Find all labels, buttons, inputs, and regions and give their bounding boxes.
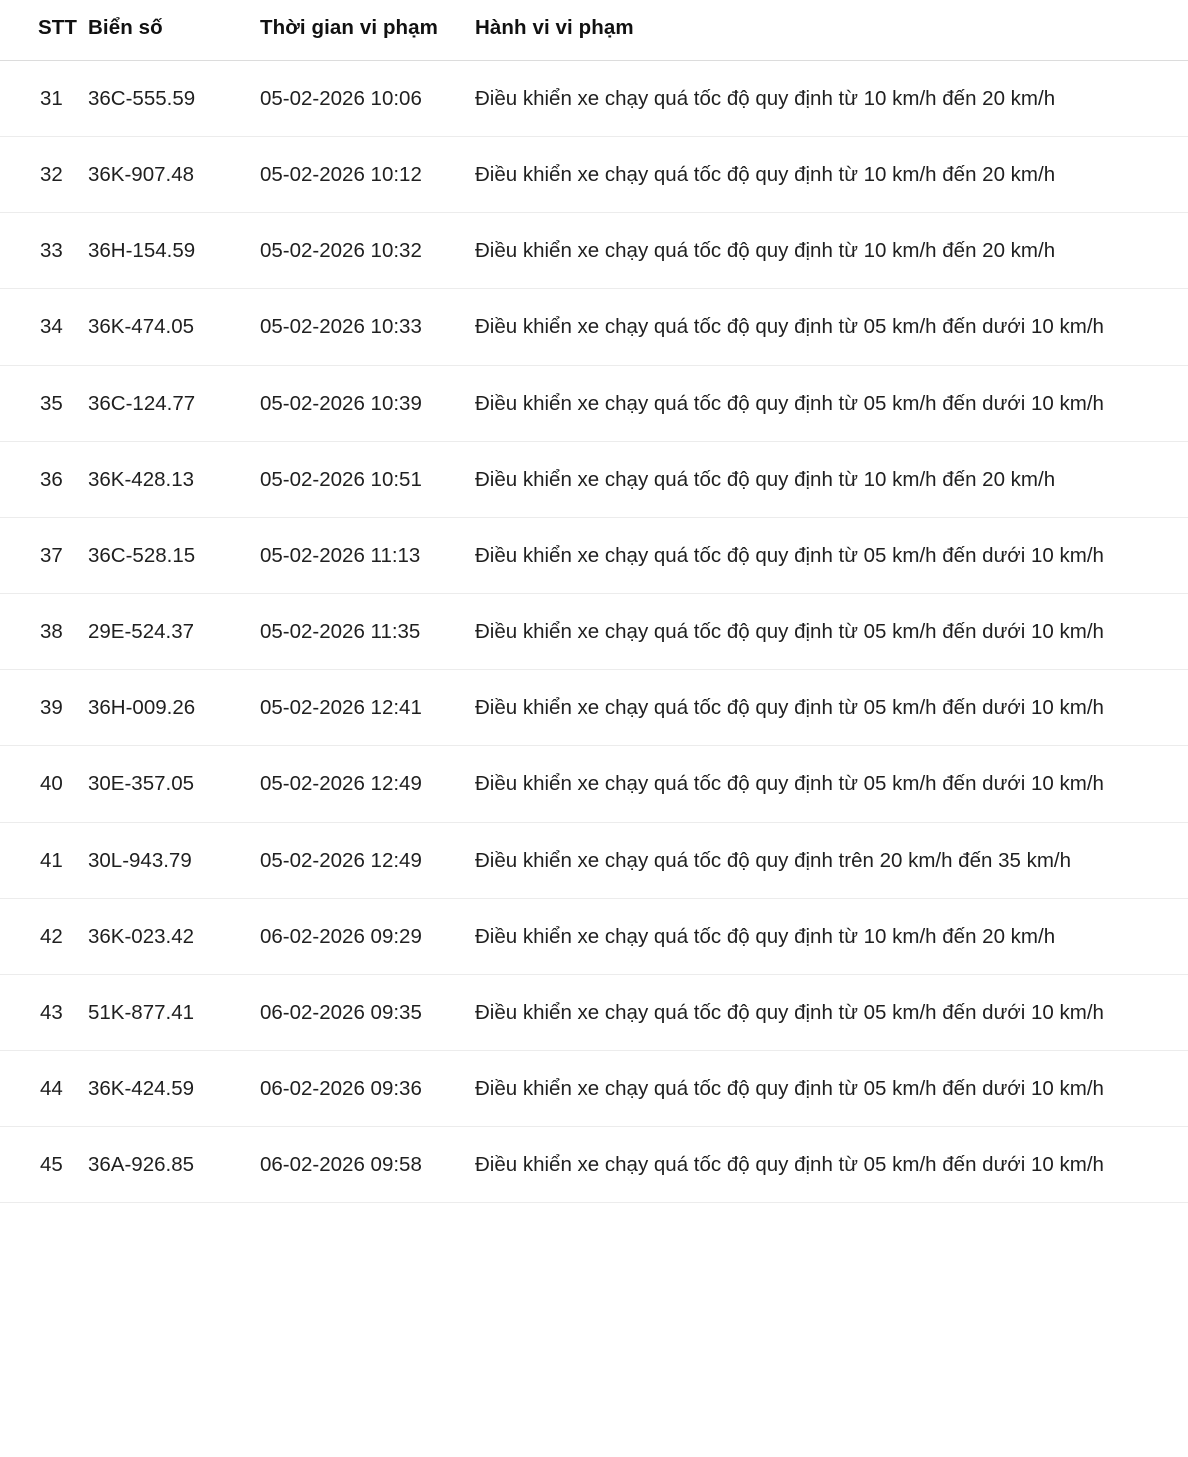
cell-plate: 36K-023.42 xyxy=(78,898,250,974)
cell-violation-behavior: Điều khiển xe chạy quá tốc độ quy định từ 05 km/h đến dưới 10 km/h xyxy=(465,517,1188,593)
cell-time: 05-02-2026 10:32 xyxy=(250,213,465,289)
cell-violation-behavior: Điều khiển xe chạy quá tốc độ quy định trên 20 km/h đến 35 km/h xyxy=(465,822,1188,898)
cell-violation-behavior: Điều khiển xe chạy quá tốc độ quy định từ 05 km/h đến dưới 10 km/h xyxy=(465,974,1188,1050)
cell-stt: 35 xyxy=(0,365,78,441)
table-row xyxy=(0,1051,1188,1127)
column-header-plate: Biển số xyxy=(78,0,250,61)
cell-time: 05-02-2026 11:13 xyxy=(250,517,465,593)
cell-stt: 39 xyxy=(0,670,78,746)
table-row xyxy=(0,61,1188,137)
cell-plate: 36K-907.48 xyxy=(78,137,250,213)
cell-stt: 33 xyxy=(0,213,78,289)
cell-stt: 31 xyxy=(0,61,78,137)
cell-time: 06-02-2026 09:29 xyxy=(250,898,465,974)
cell-plate: 36A-926.85 xyxy=(78,1127,250,1203)
cell-stt: 43 xyxy=(0,974,78,1050)
cell-plate: 36C-555.59 xyxy=(78,61,250,137)
cell-plate: 36K-424.59 xyxy=(78,1051,250,1127)
table-header xyxy=(0,0,1188,61)
cell-time: 05-02-2026 10:06 xyxy=(250,61,465,137)
cell-plate: 36K-474.05 xyxy=(78,289,250,365)
cell-violation-behavior: Điều khiển xe chạy quá tốc độ quy định từ 10 km/h đến 20 km/h xyxy=(465,213,1188,289)
cell-violation-behavior: Điều khiển xe chạy quá tốc độ quy định từ 10 km/h đến 20 km/h xyxy=(465,137,1188,213)
table-row xyxy=(0,974,1188,1050)
cell-time: 05-02-2026 12:49 xyxy=(250,746,465,822)
cell-stt: 40 xyxy=(0,746,78,822)
column-header-act: Hành vi vi phạm xyxy=(465,0,1188,61)
cell-time: 05-02-2026 10:12 xyxy=(250,137,465,213)
cell-plate: 29E-524.37 xyxy=(78,594,250,670)
table-row xyxy=(0,898,1188,974)
table-row xyxy=(0,746,1188,822)
cell-plate: 36K-428.13 xyxy=(78,441,250,517)
cell-plate: 36C-528.15 xyxy=(78,517,250,593)
cell-plate: 51K-877.41 xyxy=(78,974,250,1050)
cell-time: 06-02-2026 09:58 xyxy=(250,1127,465,1203)
table-row xyxy=(0,137,1188,213)
cell-plate: 36H-154.59 xyxy=(78,213,250,289)
cell-stt: 32 xyxy=(0,137,78,213)
table-row xyxy=(0,1127,1188,1203)
cell-violation-behavior: Điều khiển xe chạy quá tốc độ quy định từ 10 km/h đến 20 km/h xyxy=(465,898,1188,974)
cell-time: 05-02-2026 10:33 xyxy=(250,289,465,365)
cell-violation-behavior: Điều khiển xe chạy quá tốc độ quy định từ 10 km/h đến 20 km/h xyxy=(465,441,1188,517)
cell-violation-behavior: Điều khiển xe chạy quá tốc độ quy định từ 05 km/h đến dưới 10 km/h xyxy=(465,289,1188,365)
cell-stt: 41 xyxy=(0,822,78,898)
cell-time: 05-02-2026 10:51 xyxy=(250,441,465,517)
table-row xyxy=(0,365,1188,441)
cell-violation-behavior: Điều khiển xe chạy quá tốc độ quy định từ 05 km/h đến dưới 10 km/h xyxy=(465,746,1188,822)
cell-plate: 36H-009.26 xyxy=(78,670,250,746)
cell-plate: 30L-943.79 xyxy=(78,822,250,898)
table-row xyxy=(0,670,1188,746)
cell-violation-behavior: Điều khiển xe chạy quá tốc độ quy định từ 10 km/h đến 20 km/h xyxy=(465,61,1188,137)
cell-plate: 30E-357.05 xyxy=(78,746,250,822)
cell-time: 05-02-2026 12:49 xyxy=(250,822,465,898)
table-row xyxy=(0,289,1188,365)
cell-stt: 34 xyxy=(0,289,78,365)
cell-time: 05-02-2026 12:41 xyxy=(250,670,465,746)
cell-violation-behavior: Điều khiển xe chạy quá tốc độ quy định từ 05 km/h đến dưới 10 km/h xyxy=(465,594,1188,670)
cell-violation-behavior: Điều khiển xe chạy quá tốc độ quy định từ 05 km/h đến dưới 10 km/h xyxy=(465,1127,1188,1203)
cell-time: 05-02-2026 10:39 xyxy=(250,365,465,441)
cell-violation-behavior: Điều khiển xe chạy quá tốc độ quy định từ 05 km/h đến dưới 10 km/h xyxy=(465,365,1188,441)
table-header-row xyxy=(0,0,1188,61)
cell-stt: 37 xyxy=(0,517,78,593)
cell-stt: 44 xyxy=(0,1051,78,1127)
table-row xyxy=(0,822,1188,898)
column-header-stt: STT xyxy=(0,0,78,61)
cell-time: 06-02-2026 09:35 xyxy=(250,974,465,1050)
cell-plate: 36C-124.77 xyxy=(78,365,250,441)
cell-stt: 38 xyxy=(0,594,78,670)
cell-time: 06-02-2026 09:36 xyxy=(250,1051,465,1127)
table-row xyxy=(0,213,1188,289)
table-row xyxy=(0,517,1188,593)
cell-violation-behavior: Điều khiển xe chạy quá tốc độ quy định từ 05 km/h đến dưới 10 km/h xyxy=(465,1051,1188,1127)
cell-violation-behavior: Điều khiển xe chạy quá tốc độ quy định từ 05 km/h đến dưới 10 km/h xyxy=(465,670,1188,746)
cell-stt: 36 xyxy=(0,441,78,517)
column-header-time: Thời gian vi phạm xyxy=(250,0,465,61)
cell-stt: 42 xyxy=(0,898,78,974)
table-row xyxy=(0,594,1188,670)
cell-stt: 45 xyxy=(0,1127,78,1203)
table-row xyxy=(0,441,1188,517)
cell-time: 05-02-2026 11:35 xyxy=(250,594,465,670)
table-body xyxy=(0,61,1188,1203)
